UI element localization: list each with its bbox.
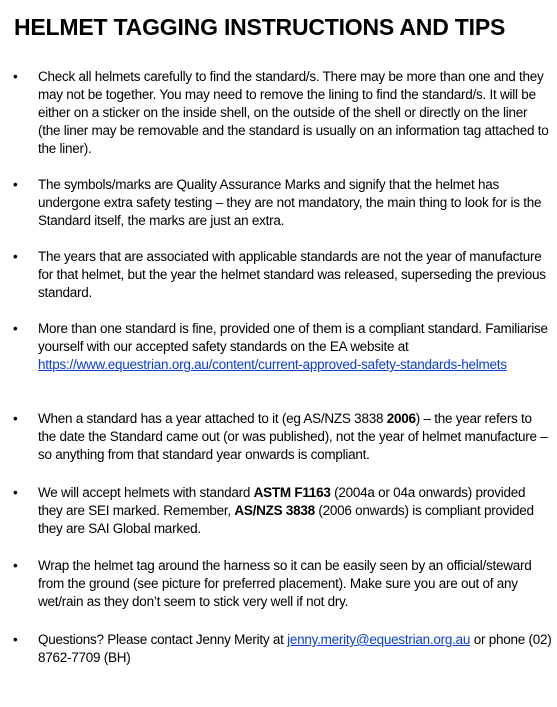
item-text <box>38 631 553 667</box>
item-text <box>38 410 553 464</box>
bullet-icon: • <box>13 411 18 426</box>
item-text: The years that are associated with applicable standards are not the year of manufacture for that helmet, but the year the helmet standard was released, superseding the previous standard. <box>38 249 546 301</box>
page-title: HELMET TAGGING INSTRUCTIONS AND TIPS <box>14 14 506 40</box>
item-text-segment: When a standard has a year attached to it (eg AS/NZS 3838 <box>38 411 387 426</box>
bullet-icon: • <box>13 321 18 336</box>
bold-standard-asnzs: AS/NZS 3838 <box>234 503 315 519</box>
bullet-icon: • <box>13 249 18 264</box>
item-text: The symbols/marks are Quality Assurance Marks and signify that the helmet has undergone extra safety testing – they are not mandatory, the main thing to look for is the Standard itself, the marks are just an extra. <box>38 177 542 229</box>
item-text: Check all helmets carefully to find the standard/s. There may be more than one and they may not be together. You may need to remove the lining to find the standard/s. It will be either on a sticker on the inside shell, on the outside of the shell or directly on the liner (the liner may be removable and the standard is usually on an information tag attached to the liner). <box>38 69 549 157</box>
bullet-icon: • <box>13 485 18 500</box>
item-text-segment: (2006 onwards) is compliant provided they are SAI Global marked. <box>38 503 534 537</box>
item-text-segment: (2004a or 04a onwards) provided they are SEI marked. Remember, <box>38 485 526 519</box>
safety-standards-link[interactable]: https://www.equestrian.org.au/content/current-approved-safety-standards-helmets <box>38 357 507 373</box>
item-text-segment: We will accept helmets with standard <box>38 485 254 500</box>
item-text-segment: Questions? Please contact Jenny Merity at <box>38 632 288 647</box>
contact-email-link[interactable]: jenny.merity@equestrian.org.au <box>287 632 471 647</box>
item-text <box>38 320 553 374</box>
item-text <box>38 484 553 538</box>
bullet-icon: • <box>13 632 18 647</box>
item-text-segment: More than one standard is fine, provided one of them is a compliant standard. Familiarise yourself with our accepted safety standards on the EA website at <box>38 321 548 355</box>
bold-standard-astm: ASTM F1163 <box>253 485 331 500</box>
bullet-icon: • <box>13 177 18 192</box>
bold-year: 2006 <box>386 411 416 426</box>
bullet-icon: • <box>13 558 18 573</box>
item-text-segment: ) – the year refers to the date the Standard came out (or was published), not the year of helmet manufacture – so anything from that standard year onwards is compliant. <box>38 411 548 463</box>
bullet-icon: • <box>13 69 18 84</box>
item-text: Wrap the helmet tag around the harness so it can be easily seen by an official/steward from the ground (see picture for preferred placement). Make sure you are out of any wet/rain as they don’t seem to stick very well if not dry. <box>38 558 532 610</box>
item-text-segment: or phone (02) 8762-7709 (BH) <box>38 632 552 666</box>
